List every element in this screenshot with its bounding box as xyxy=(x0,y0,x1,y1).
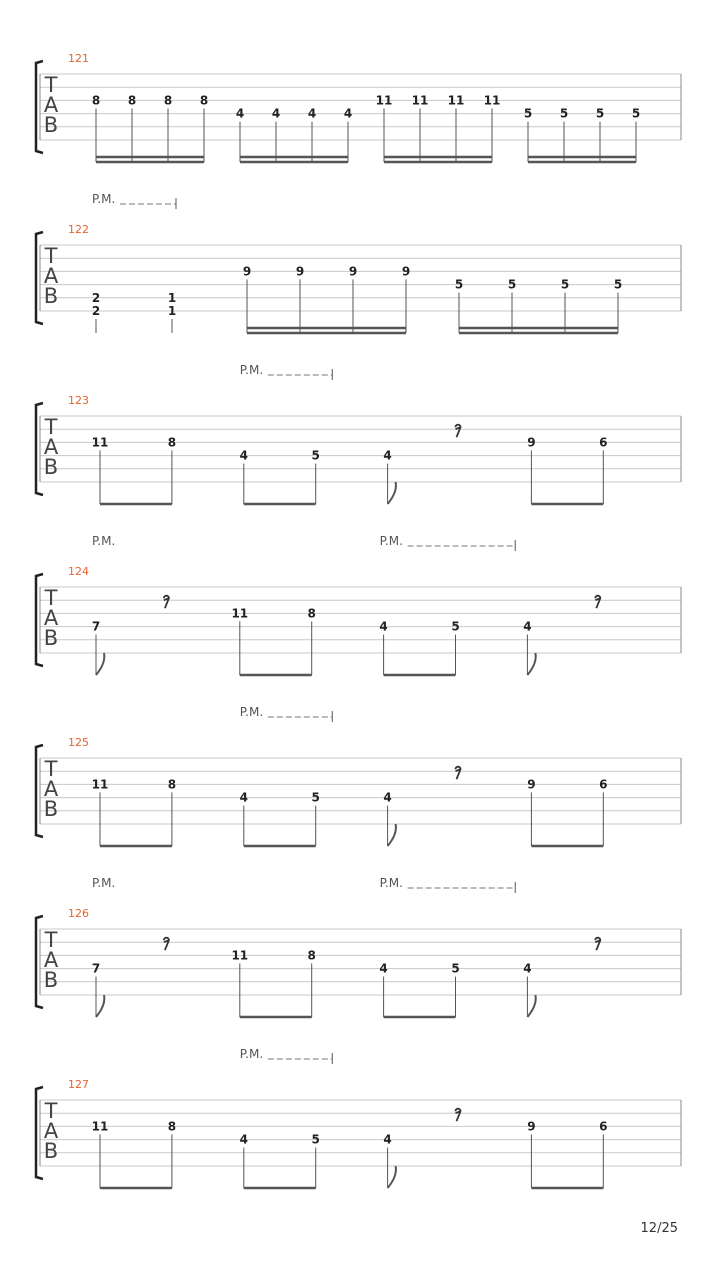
fret-number: 4 xyxy=(523,619,532,634)
tab-clef-letter: A xyxy=(43,93,59,117)
fret-number: 9 xyxy=(242,264,252,279)
fret-number: 7 xyxy=(91,961,101,976)
eighth-rest xyxy=(456,425,461,438)
tab-clef-letter: T xyxy=(44,415,58,439)
tab-clef-letter: A xyxy=(43,264,59,288)
measure-number: 123 xyxy=(68,394,89,407)
fret-number: 5 xyxy=(311,448,320,463)
tab-clef-letter: T xyxy=(44,757,58,781)
fret-number: 11 xyxy=(91,435,109,450)
fret-number: 8 xyxy=(91,93,101,108)
palm-mute-label: P.M. xyxy=(239,1047,264,1061)
fret-number: 5 xyxy=(451,619,460,634)
fret-number: 8 xyxy=(163,93,173,108)
fret-number: 4 xyxy=(383,1132,392,1147)
fret-number: 5 xyxy=(311,790,320,805)
fret-number: 9 xyxy=(527,435,536,450)
measure-number: 126 xyxy=(68,907,89,920)
palm-mute-label: P.M. xyxy=(92,192,116,206)
eighth-flag xyxy=(388,1166,396,1188)
palm-mute-label: P.M. xyxy=(92,534,116,548)
fret-number: 11 xyxy=(231,948,249,963)
eighth-flag xyxy=(388,824,396,846)
tab-clef-letter: B xyxy=(43,284,59,308)
fret-number: 4 xyxy=(239,790,248,805)
fret-number: 5 xyxy=(595,106,605,121)
fret-number: 6 xyxy=(599,1119,608,1134)
eighth-flag xyxy=(527,995,535,1017)
fret-number: 9 xyxy=(295,264,305,279)
measure-number: 121 xyxy=(68,52,89,65)
fret-number: 4 xyxy=(239,1132,248,1147)
measure-number: 127 xyxy=(68,1078,89,1091)
eighth-flag xyxy=(388,482,396,504)
tab-clef-letter: T xyxy=(44,73,58,97)
palm-mute-label: P.M. xyxy=(379,534,403,548)
fret-number: 9 xyxy=(527,777,536,792)
tab-clef-letter: B xyxy=(43,626,59,650)
eighth-flag xyxy=(96,995,104,1017)
fret-number: 11 xyxy=(231,606,249,621)
fret-number: 4 xyxy=(383,448,392,463)
fret-number: 11 xyxy=(91,1119,109,1134)
fret-number: 4 xyxy=(523,961,532,976)
fret-number: 4 xyxy=(239,448,248,463)
palm-mute-label: P.M. xyxy=(92,876,116,890)
eighth-flag xyxy=(527,653,535,675)
fret-number: 5 xyxy=(507,277,517,292)
fret-number: 11 xyxy=(447,93,465,108)
tab-clef-letter: B xyxy=(43,455,59,479)
fret-number: 8 xyxy=(307,948,316,963)
tab-clef-letter: A xyxy=(43,948,59,972)
tab-clef-letter: T xyxy=(44,586,58,610)
fret-number: 4 xyxy=(343,106,353,121)
fret-number: 9 xyxy=(401,264,411,279)
fret-number: 11 xyxy=(483,93,501,108)
fret-number: 4 xyxy=(383,790,392,805)
fret-number: 6 xyxy=(599,777,608,792)
eighth-flag xyxy=(96,653,104,675)
fret-number: 9 xyxy=(527,1119,536,1134)
eighth-rest xyxy=(456,1109,461,1122)
tab-clef-letter: B xyxy=(43,968,59,992)
fret-number: 8 xyxy=(199,93,209,108)
page-number: 12/25 xyxy=(640,1221,678,1236)
palm-mute-label: P.M. xyxy=(379,876,403,890)
fret-number: 4 xyxy=(379,619,388,634)
fret-number: 4 xyxy=(271,106,281,121)
tab-clef-letter: A xyxy=(43,606,59,630)
fret-number: 1 xyxy=(167,290,177,305)
fret-number: 1 xyxy=(167,304,177,318)
fret-number: 2 xyxy=(91,290,101,305)
tab-clef-letter: B xyxy=(43,113,59,137)
fret-number: 7 xyxy=(91,619,101,634)
fret-number: 4 xyxy=(379,961,388,976)
fret-number: 5 xyxy=(613,277,623,292)
measure-number: 124 xyxy=(68,565,89,578)
fret-number: 6 xyxy=(599,435,608,450)
tab-clef-letter: T xyxy=(44,928,58,952)
palm-mute-label: P.M. xyxy=(239,705,264,719)
fret-number: 5 xyxy=(631,106,641,121)
eighth-rest xyxy=(595,938,600,950)
eighth-rest xyxy=(164,596,169,609)
eighth-rest xyxy=(164,938,169,950)
palm-mute-label: P.M. xyxy=(239,363,264,377)
fret-number: 8 xyxy=(167,1119,177,1134)
tab-clef-letter: T xyxy=(44,244,58,268)
tab-clef-letter: A xyxy=(43,777,59,801)
fret-number: 11 xyxy=(91,777,109,792)
fret-number: 5 xyxy=(311,1132,320,1147)
fret-number: 5 xyxy=(559,106,569,121)
fret-number: 5 xyxy=(454,277,464,292)
fret-number: 5 xyxy=(451,961,460,976)
fret-number: 5 xyxy=(560,277,570,292)
tab-clef-letter: B xyxy=(43,1139,59,1163)
fret-number: 11 xyxy=(375,93,393,108)
fret-number: 8 xyxy=(127,93,137,108)
tab-clef-letter: B xyxy=(43,797,59,821)
measure-number: 122 xyxy=(68,223,89,236)
fret-number: 4 xyxy=(235,106,245,121)
tab-clef-letter: A xyxy=(43,1119,59,1143)
fret-number: 9 xyxy=(348,264,358,279)
eighth-rest xyxy=(595,596,600,609)
tab-clef-letter: A xyxy=(43,435,59,459)
fret-number: 5 xyxy=(523,106,533,121)
measure-number: 125 xyxy=(68,736,89,749)
fret-number: 8 xyxy=(167,777,177,792)
fret-number: 8 xyxy=(307,606,316,621)
fret-number: 11 xyxy=(411,93,429,108)
eighth-rest xyxy=(456,767,461,779)
fret-number: 4 xyxy=(307,106,317,121)
tab-clef-letter: T xyxy=(44,1099,58,1123)
fret-number: 2 xyxy=(91,304,101,318)
fret-number: 8 xyxy=(167,435,177,450)
